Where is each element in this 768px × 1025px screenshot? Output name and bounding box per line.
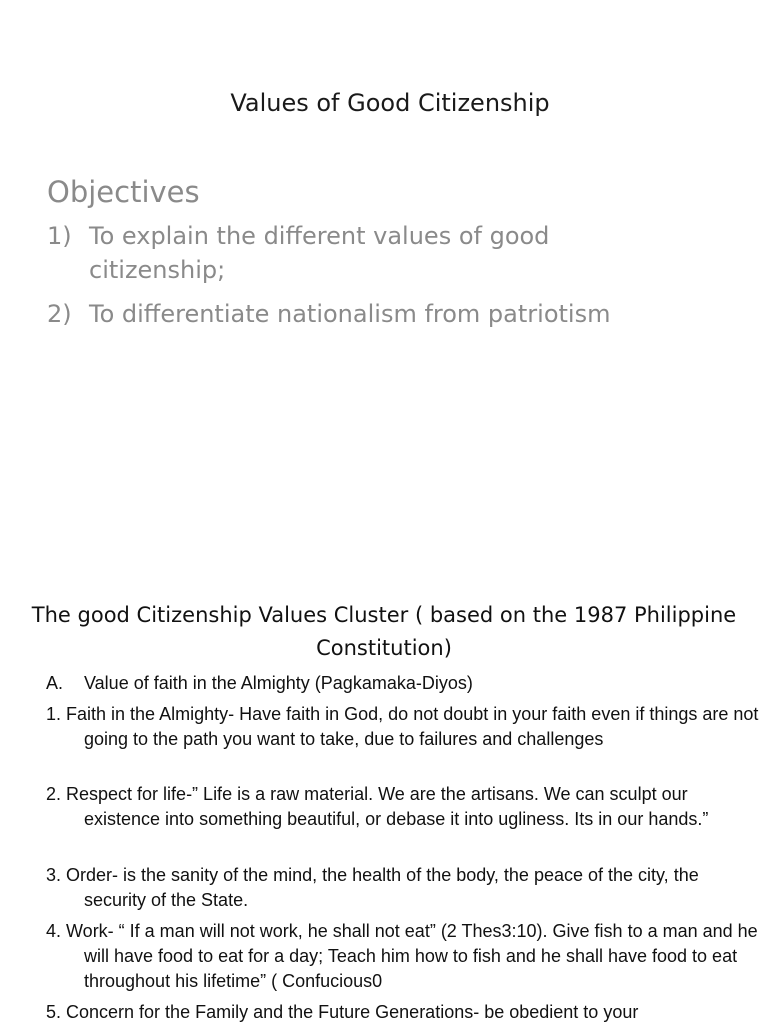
objective-item [47, 297, 649, 331]
slide-title: The good Citizenship Values Cluster ( based on the 1987 Philippine Constitution) [31, 603, 737, 660]
slide-title: Values of Good Citizenship [230, 89, 550, 117]
objectives-heading: Objectives [47, 175, 200, 209]
section-marker: A. [46, 673, 64, 693]
objective-text: To explain the different values of good citizenship; [89, 222, 550, 284]
list-item: 5. Concern for the Family and the Future Generations- be obedient to your [46, 1002, 639, 1022]
list-item: 3. Order- is the sanity of the mind, the health of the body, the peace of the city, the security of the State. [46, 865, 699, 910]
objective-number: 2) [47, 300, 72, 328]
list-item: 1. Faith in the Almighty- Have faith in God, do not doubt in your faith even if things are not going to the path you want to take, due to failures and challenges [46, 704, 759, 749]
section-text: Value of faith in the Almighty (Pagkamaka-Diyos) [84, 673, 473, 693]
objective-text: To differentiate nationalism from patriotism [89, 300, 611, 328]
list-item: 2. Respect for life-” Life is a raw material. We are the artisans. We can sculpt our existence into something beautiful, or debase it into ugliness. Its in our hands.” [46, 784, 709, 829]
section-heading [46, 671, 726, 696]
objective-number: 1) [47, 222, 72, 250]
list-item: 4. Work- “ If a man will not work, he shall not eat” (2 Thes3:10). Give fish to a man and he will have food to eat for a day; Teach him how to fish and he shall have food to eat throughout his lifetime” ( Confucious0 [46, 921, 758, 991]
objective-item [47, 219, 649, 287]
